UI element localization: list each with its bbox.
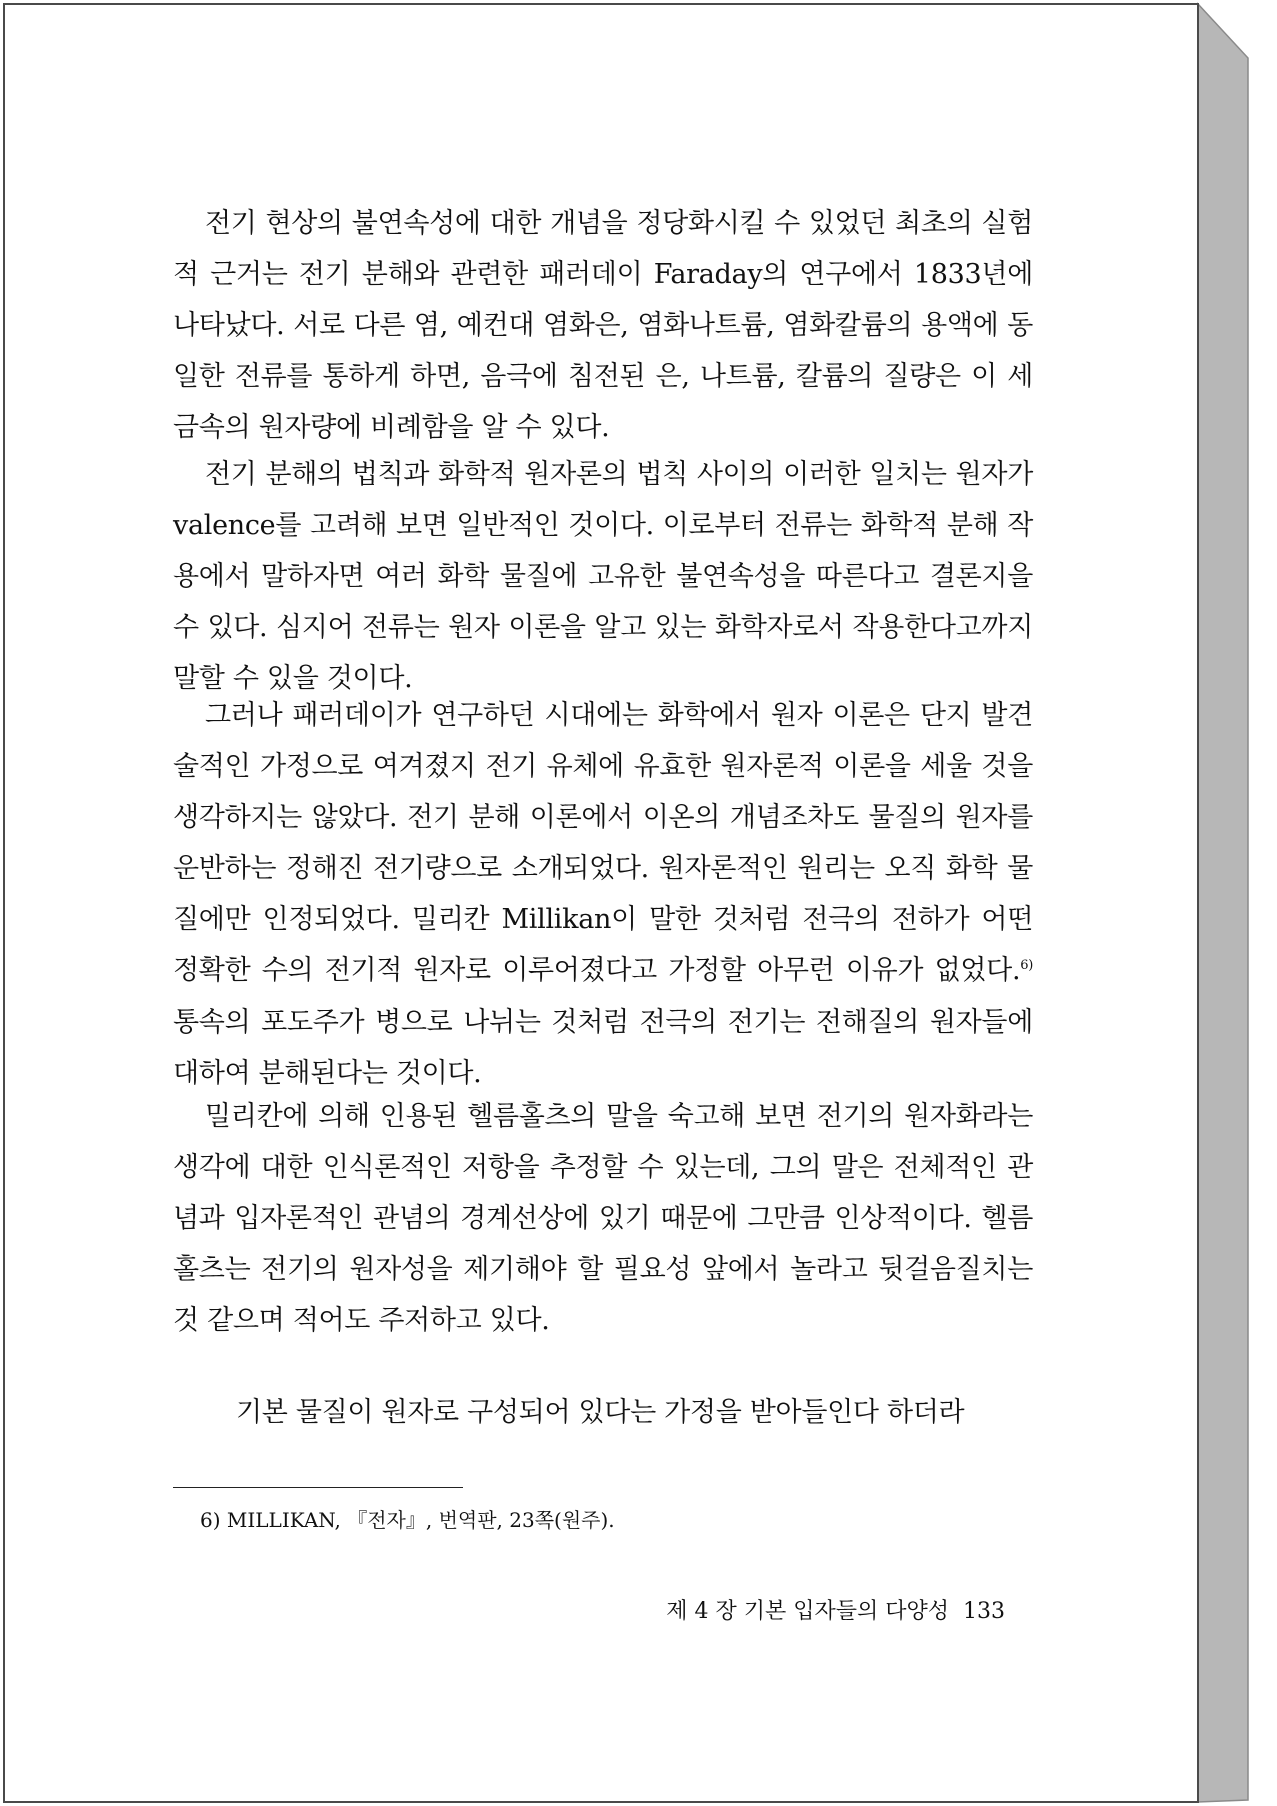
paragraph-2: 전기 분해의 법칙과 화학적 원자론의 법칙 사이의 이러한 일치는 원자가 valence를 고려해 보면 일반적인 것이다. 이로부터 전류는 화학적 분해 작용에서 말하자면 여러 화학 물질에 고유한 불연속성을 따른다고 결론지을 수 있다. 심지어 전류는 원자 이론을 알고 있는 화학자로서 작용한다고까지 말할 수 있을 것이다. [173, 459, 1033, 695]
paragraph-3 [173, 690, 1033, 1099]
block-quote: 기본 물질이 원자로 구성되어 있다는 가정을 받아들인다 하더라 [236, 1397, 965, 1428]
footnote-marker: 6) [1020, 958, 1033, 974]
footnote: 6) MILLIKAN, 『전자』, 번역판, 23쪽(원주). [200, 1508, 615, 1532]
running-footer [666, 1597, 1005, 1627]
chapter-title: 제 4 장 기본 입자들의 다양성 [666, 1599, 949, 1624]
page-number: 133 [963, 1599, 1005, 1624]
paragraph-3-text-a: 그러나 패러데이가 연구하던 시대에는 화학에서 원자 이론은 단지 발견술적인 가정으로 여겨졌지 전기 유체에 유효한 원자론적 이론을 세울 것을 생각하지는 않았다. 전기 분해 이론에서 이온의 개념조차도 물질의 원자를 운반하는 정해진 전기량으로 소개되었다. 원자론적인 원리는 오직 화학 물질에만 인정되었다. 밀리칸 Millikan이 말한 것처럼 전극의 전하가 어떤 정확한 수의 전기적 원자로 이루어졌다고 가정할 아무런 이유가 없었다. [173, 700, 1033, 987]
paragraph-3-text-b: 통속의 포도주가 병으로 나뉘는 것처럼 전극의 전기는 전해질의 원자들에 대하여 분해된다는 것이다. [173, 1006, 1033, 1089]
footnote-divider [173, 1487, 463, 1488]
paragraph-1: 전기 현상의 불연속성에 대한 개념을 정당화시킬 수 있었던 최초의 실험적 근거는 전기 분해와 관련한 패러데이 Faraday의 연구에서 1833년에 나타났다. 서로 다른 염, 예컨대 염화은, 염화나트륨, 염화칼륨의 용액에 동일한 전류를 통하게 하면, 음극에 침전된 은, 나트륨, 칼륨의 질량은 이 세 금속의 원자량에 비례함을 알 수 있다. [173, 208, 1033, 444]
paragraph-4: 밀리칸에 의해 인용된 헬름홀츠의 말을 숙고해 보면 전기의 원자화라는 생각에 대한 인식론적인 저항을 추정할 수 있는데, 그의 말은 전체적인 관념과 입자론적인 관념의 경계선상에 있기 때문에 그만큼 인상적이다. 헬름홀츠는 전기의 원자성을 제기해야 할 필요성 앞에서 놀라고 뒷걸음질치는 것 같으며 적어도 주저하고 있다. [173, 1101, 1033, 1337]
